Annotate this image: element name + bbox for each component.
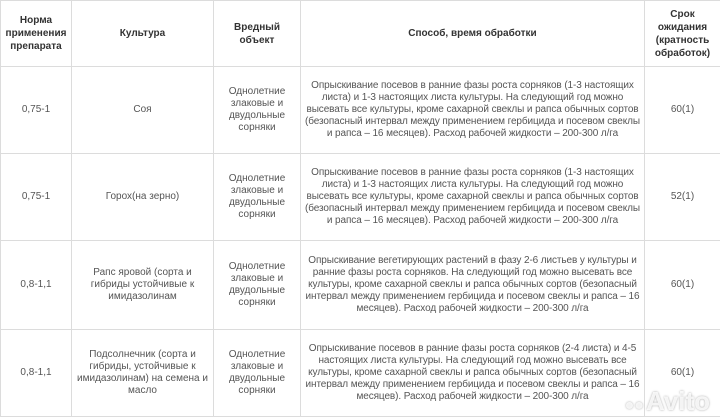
wait-cell: 60(1) xyxy=(645,67,720,154)
header-row xyxy=(1,1,720,67)
header-method: Способ, время обработки xyxy=(301,1,645,67)
table-row xyxy=(1,241,720,330)
method-cell: Опрыскивание посевов в ранние фазы роста сорняков (1-3 настоящих листа) и 1-3 настоящих листа культуры. На следующий год можно высевать все культуры, кроме сахарной свеклы и рапса обычных сортов (безопасный интервал между применением гербицида и посевом свеклы и рапса – 16 месяцев). Расход рабочей жидкости – 200-300 л/га xyxy=(301,67,645,154)
table-row xyxy=(1,67,720,154)
crop-cell: Подсолнечник (сорта и гибриды, устойчивые к имидазолинам) на семена и масло xyxy=(72,330,214,417)
header-rate: Норма применения препарата xyxy=(1,1,72,67)
avito-logo-icon: ●● xyxy=(624,397,644,414)
crop-cell: Рапс яровой (сорта и гибриды устойчивые к имидазолинам xyxy=(72,241,214,330)
wait-cell: 60(1) xyxy=(645,330,720,417)
crop-cell: Соя xyxy=(72,67,214,154)
header-pest: Вредный объект xyxy=(214,1,301,67)
table-row xyxy=(1,330,720,417)
avito-watermark xyxy=(625,388,710,419)
header-wait: Срок ожидания (кратность обработок) xyxy=(645,1,720,67)
header-crop: Культура xyxy=(72,1,214,67)
pest-cell: Однолетние злаковые и двудольные сорняки xyxy=(214,67,301,154)
rate-cell: 0,75-1 xyxy=(1,67,72,154)
crop-cell: Горох(на зерно) xyxy=(72,154,214,241)
rate-cell: 0,75-1 xyxy=(1,154,72,241)
wait-cell: 52(1) xyxy=(645,154,720,241)
pest-cell: Однолетние злаковые и двудольные сорняки xyxy=(214,330,301,417)
table-row xyxy=(1,154,720,241)
method-cell: Опрыскивание вегетирующих растений в фазу 2-6 листьев у культуры и ранние фазы роста сорняков. На следующий год можно высевать все культуры, кроме сахарной свеклы и рапса обычных сортов (безопасный интервал между применением гербицида и посевом свеклы и рапса – 16 месяцев). Расход рабочей жидкости – 200-300 л/га xyxy=(301,241,645,330)
rate-cell: 0,8-1,1 xyxy=(1,330,72,417)
wait-cell: 60(1) xyxy=(645,241,720,330)
method-cell: Опрыскивание посевов в ранние фазы роста сорняков (1-3 настоящих листа) и 1-3 настоящих листа культуры. На следующий год можно высевать все культуры, кроме сахарной свеклы и рапса обычных сортов (безопасный интервал между применением гербицида и посевом свеклы и рапса – 16 месяцев). Расход рабочей жидкости – 200-300 л/га xyxy=(301,154,645,241)
rate-cell: 0,8-1,1 xyxy=(1,241,72,330)
pest-cell: Однолетние злаковые и двудольные сорняки xyxy=(214,241,301,330)
method-cell: Опрыскивание посевов в ранние фазы роста сорняков (2-4 листа) и 4-5 настоящих листа культуры. На следующий год можно высевать все культуры, кроме сахарной свеклы и рапса обычных сортов (безопасный интервал между применением гербицида и посевом свеклы и рапса – 16 месяцев). Расход рабочей жидкости – 200-300 л/га xyxy=(301,330,645,417)
pest-cell: Однолетние злаковые и двудольные сорняки xyxy=(214,154,301,241)
watermark-text: Avito xyxy=(645,386,710,416)
